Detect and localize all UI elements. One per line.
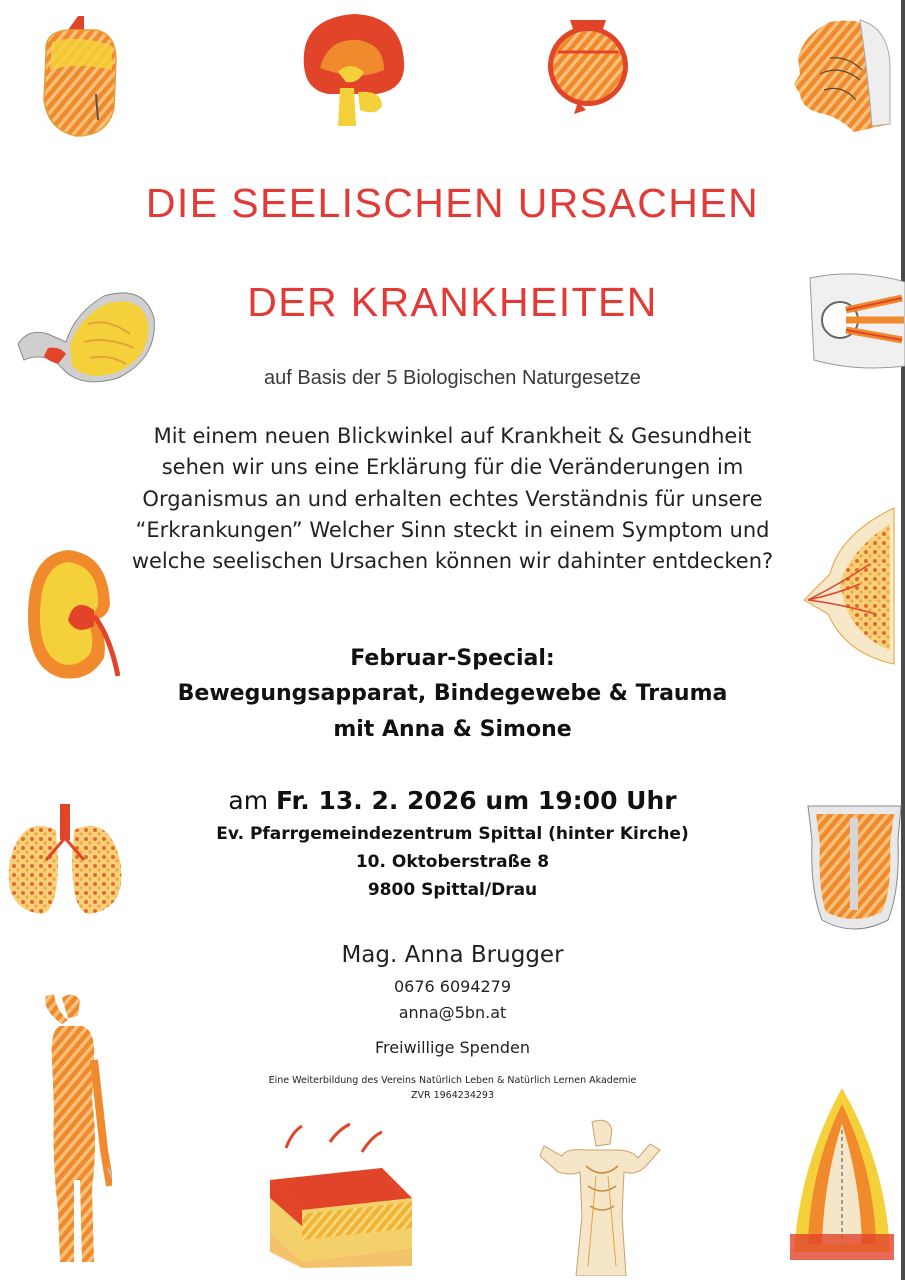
contact-email: anna@5bn.at <box>398 1003 507 1022</box>
event-datetime: Fr. 13. 2. 2026 um 19:00 Uhr <box>276 786 677 815</box>
footer-registration: ZVR 1964234293 <box>410 1090 495 1101</box>
event-city: 9800 Spittal/Drau <box>367 880 538 900</box>
special-heading: Februar-Special: <box>350 646 555 671</box>
contact-name: Mag. Anna Brugger <box>341 942 564 968</box>
heart-icon <box>38 12 120 140</box>
subtitle: auf Basis der 5 Biologischen Naturgesetze <box>264 367 641 389</box>
special-presenters: mit Anna & Simone <box>333 717 572 742</box>
event-street: 10. Oktoberstraße 8 <box>355 852 550 872</box>
title-line-1: DIE SEELISCHEN URSACHEN <box>145 180 760 226</box>
muscle-figure-icon <box>536 1116 666 1276</box>
face-nerves-icon <box>790 14 895 136</box>
skin-icon <box>262 1122 414 1268</box>
special-topic: Bewegungsapparat, Bindegewebe & Trauma <box>177 681 728 706</box>
intro-paragraph: Mit einem neuen Blickwinkel auf Krankheit & Gesundheit sehen wir uns eine Erklärung für die Veränderungen im Organismus an und erhalten echtes Verständnis für unsere “Erkrankungen” Welcher Sinn steckt in einem Symptom und welche seelischen Ursachen können wir dahinter entdecken? <box>131 424 774 574</box>
eye-icon <box>540 14 636 116</box>
brain-icon <box>298 10 408 128</box>
donation-note: Freiwillige Spenden <box>375 1038 530 1057</box>
contact-phone: 0676 6094279 <box>393 977 512 996</box>
event-venue: Ev. Pfarrgemeindezentrum Spittal (hinter Kirche) <box>216 824 689 844</box>
event-date <box>0 786 905 815</box>
footer-organization: Eine Weiterbildung des Vereins Natürlich Leben & Natürlich Lernen Akademie <box>268 1075 637 1086</box>
tooth-icon <box>790 1084 894 1260</box>
body-figure-icon <box>22 990 112 1270</box>
breast-icon <box>800 504 900 668</box>
event-date-prefix: am <box>228 786 269 815</box>
title-line-2: DER KRANKHEITEN <box>247 279 658 325</box>
